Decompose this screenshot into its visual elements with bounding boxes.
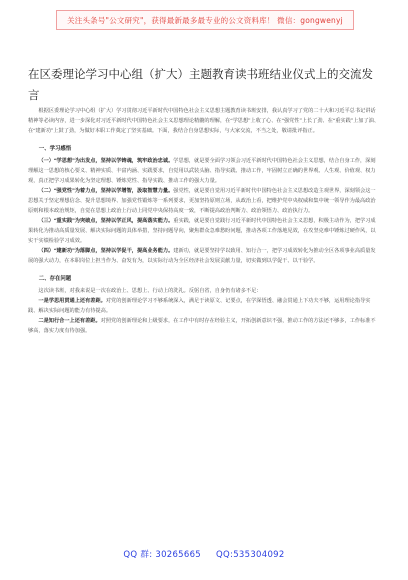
paragraph-lead: （三）“重实践”为突破点，坚持以学正风，提高落实能力。	[38, 218, 174, 224]
paragraph-lead: （一）“学思想”为出发点，坚持以学铸魂，筑牢政治忠诚。	[38, 158, 174, 164]
body-paragraph	[28, 286, 380, 296]
section-heading: 一、学习感悟	[38, 146, 72, 152]
page-title: 在区委理论学习中心组（扩大）主题教育读书班结业仪式上的交流发言	[28, 67, 373, 102]
body-paragraph	[28, 296, 380, 316]
footer	[0, 548, 408, 560]
paragraph-lead: （四）“建新功”为落脚点，坚持以学促干，提高业务能力。	[38, 248, 174, 254]
paragraph-lead: （二）“强党性”为着力点，坚持以学增智，汲取智慧力量。	[38, 188, 174, 194]
paragraph-text: 对党的创新理论学习不够系统深入，满足于读原文、记要点，在学深悟透、融会贯通上下功夫不够，运用理论指导实践、解决实际问题的能力有待提高。	[28, 298, 371, 314]
paragraph-text: 这次读书班，对我来说是一次在政治上、思想上、行动上的洗礼。反躬自省，自身仍有诸多不足：	[38, 288, 262, 294]
paragraph-text: 强党性，就是要自觉用习近平新时代中国特色社会主义思想改造主观世界，深刻领会这一思想关于坚定理想信念、提升思想境界、加强党性锻炼等一系列要求，更加坚持原则立场，从政治上看，把维护党中央权威和集中统一领导作为最高政治原则和根本政治规矩，自觉在思想上政治上行动上同党中央保持高度一致，不断提高政治判断力、政治领悟力、政治执行力。	[28, 188, 376, 214]
footer-qq-group: QQ 群: 30265665	[123, 550, 202, 560]
document-body	[28, 106, 380, 524]
paragraph-text: 建新功，就是要坚持学以致用、知行合一，把学习成效转化为推动全区各项事业高质量发展的强大动力，在本职岗位上担当作为、奋发有为，以实际行动为全区经济社会发展贡献力量，切实做到以学促干、以干验学。	[28, 248, 376, 264]
section-gap	[28, 266, 380, 272]
body-paragraph	[28, 216, 380, 246]
section-heading: 二、存在问题	[38, 276, 72, 282]
body-paragraph	[28, 316, 380, 336]
body-paragraph	[28, 186, 380, 216]
paragraph-text: 对照党的创新理论和上级要求，在工作中有时存在经验主义，开拓创新意识不强，推动工作的方法还不够多，工作标准不够高，落实力度有待加强。	[28, 318, 376, 334]
body-paragraph	[28, 106, 380, 136]
paragraph-text: 学思想，就是要全面学习领会习近平新时代中国特色社会主义思想，结合自身工作，深刻理解这一思想的核心要义、精神实质、丰富内涵、实践要求，自觉用以武装头脑、指导实践、推动工作，牢固树立正确的世界观、人生观、价值观、权力观，真正把学习成果转化为坚定理想、锤炼党性、指导实践、推动工作的强大力量。	[28, 158, 376, 184]
paragraph-text: 根据区委理论学习中心组（扩大）学习贯彻习近平新时代中国特色社会主义思想主题教育读书班安排，我认真学习了党的二十大和习近平总书记讲话精神等必读内容，进一步深化对习近平新时代中国特色社会主义思想理论精髓的理解，在“学思想”上收了心、在“强党性”上长了劲、在“重实践”上加了油、在“建新功”上鼓了劲，为做好本职工作奠定了坚实基础。下面，我结合自身思想实际，与大家交流，不当之处，敬请批评指正。	[28, 108, 380, 134]
paragraph-lead: 二是知行合一上还有差距。	[38, 318, 101, 324]
body-paragraph	[28, 246, 380, 266]
paragraph-text: 重实践，就是要自觉践行习近平新时代中国特色社会主义思想，积极主动作为，把学习成果转化为推动高质量发展、解决实际问题的具体举措，坚持问题导向，聚焦群众急难愁盼问题，推动各项工作落地见效，在攻坚克难中锤炼过硬作风，以实干实绩检验学习成效。	[28, 218, 376, 244]
section-gap	[28, 136, 380, 142]
footer-qq-contact: QQ:535304092	[216, 550, 285, 560]
body-paragraph	[28, 156, 380, 186]
top-banner[interactable]: 关注头条号"公文研究"，获得最新最多最专业的公文资料库！ 微信：gongwenyj	[56, 10, 354, 30]
paragraph-lead: 一是学思用贯通上还有差距。	[38, 298, 106, 304]
